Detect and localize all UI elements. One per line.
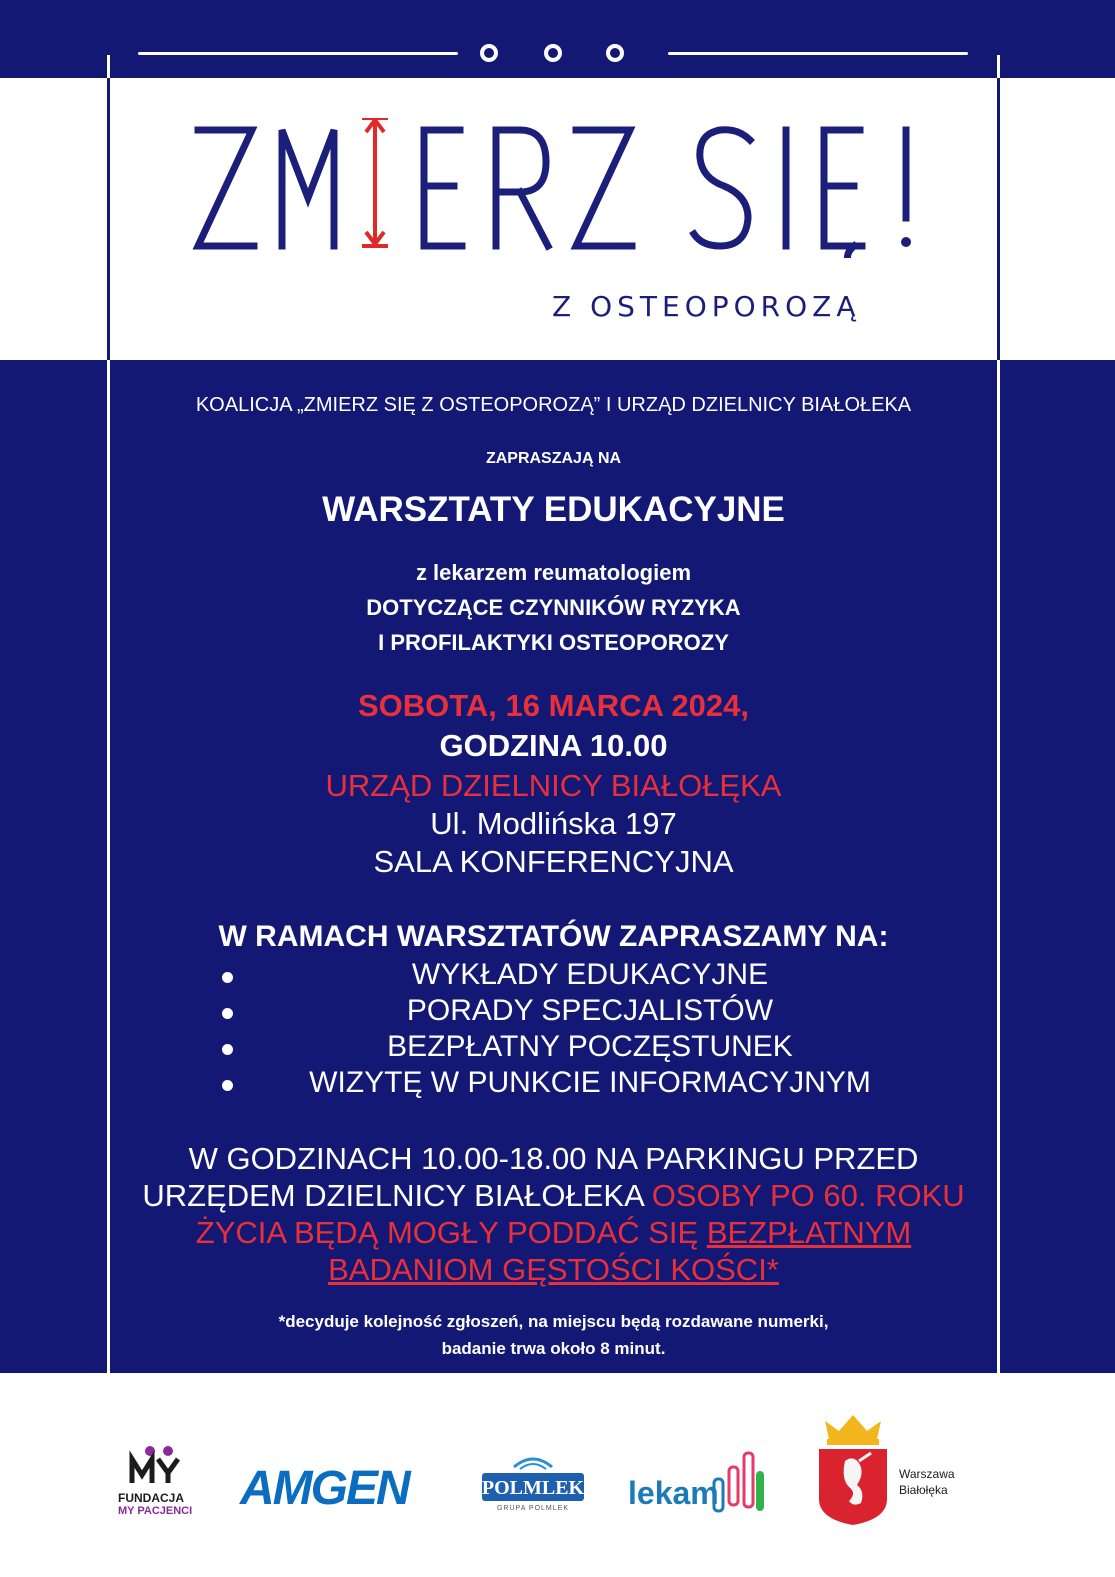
list-item (110, 958, 997, 994)
polmlek-logo (480, 1453, 588, 1523)
polmlek-label: POLMLEK (481, 1477, 585, 1499)
doctor-line: z lekarzem reumatologiem (415, 560, 692, 585)
list-item-text: BEZPŁATNY POCZĘSTUNEK (387, 1030, 793, 1063)
list-item-text: PORADY SPECJALISTÓW (406, 994, 774, 1027)
lekam-bars-icon (712, 1449, 766, 1515)
program-heading: W RAMACH WARSZTATÓW ZAPRASZAMY NA: (218, 920, 889, 953)
invite-line: ZAPRASZAJĄ NA (485, 450, 622, 467)
warszawa-label: Warszawa (899, 1467, 955, 1481)
ring-icon (606, 44, 624, 62)
topic-line-2: I PROFILAKTYKI OSTEOPOROZY (378, 630, 729, 655)
bullet-icon (222, 1044, 233, 1055)
parking-text: W GODZINACH 10.00-18.00 NA PARKINGU PRZED URZĘDEM DZIELNICY BIAŁOŁEKA (142, 1141, 919, 1213)
event-date: SOBOTA, 16 MARCA 2024, (357, 688, 750, 723)
fundacja-label: FUNDACJA (118, 1491, 184, 1505)
parking-paragraph (110, 1140, 997, 1288)
event-street: Ul. Modlińska 197 (430, 806, 677, 841)
lekam-label: lekam (628, 1475, 719, 1511)
coalition-line: KOALICJA „ZMIERZ SIĘ Z OSTEOPOROZĄ” I URZĄD DZIELNICY BIAŁOŁEKA (195, 394, 912, 416)
amgen-logo: AMGEN (240, 1462, 409, 1515)
lekam-logo (628, 1449, 768, 1519)
warsaw-coat-of-arms-icon (815, 1409, 891, 1527)
footnote-line-2: badanie trwa około 8 minut. (441, 1339, 666, 1358)
list-item (110, 994, 997, 1030)
bullet-icon (222, 972, 233, 983)
fundacja-logo (118, 1445, 208, 1525)
list-item-text: WIZYTĘ W PUNKCIE INFORMACYJNYM (309, 1066, 871, 1099)
polmlek-sub-label: GRUPA POLMLEK (496, 1505, 569, 1512)
title-lettering (190, 118, 930, 258)
divider-bar-left (138, 52, 458, 55)
topic-line-1: DOTYCZĄCE CZYNNIKÓW RYZYKA (366, 595, 741, 620)
warszawa-logo (815, 1409, 975, 1529)
event-title: WARSZTATY EDUKACYJNE (322, 490, 785, 529)
divider-bar-right (668, 52, 968, 55)
bialoleka-label: Białołęka (899, 1483, 948, 1497)
sponsor-logos (0, 1373, 1115, 1577)
footnote-line-1: *decyduje kolejność zgłoszeń, na miejscu będą rozdawane numerki, (278, 1312, 829, 1331)
program-list (110, 958, 997, 1102)
bullet-icon (222, 1080, 233, 1091)
my-pacjenci-icon (128, 1445, 188, 1485)
event-hour: GODZINA 10.00 (439, 728, 668, 763)
page-subtitle: Z OSTEOPOROZĄ (552, 290, 861, 323)
title-block (0, 118, 1115, 258)
list-item (110, 1066, 997, 1102)
event-place: URZĄD DZIELNICY BIAŁOŁĘKA (325, 768, 782, 803)
list-item-text: WYKŁADY EDUKACYJNE (411, 958, 769, 991)
eligibility-text: OSOBY PO 60. ROKU ŻYCIA BĘDĄ MOGŁY PODDAĆ SIĘ (195, 1178, 965, 1250)
ring-icon (544, 44, 562, 62)
fundacja-label-2: MY PACJENCI (118, 1505, 193, 1517)
event-room: SALA KONFERENCYJNA (373, 844, 734, 879)
footnote (110, 1308, 997, 1362)
free-test-text: BEZPŁATNYM BADANIOM GĘSTOŚCI KOŚCI* (328, 1215, 912, 1287)
decorative-divider (138, 40, 968, 68)
ring-icon (480, 44, 498, 62)
list-item (110, 1030, 997, 1066)
bullet-icon (222, 1008, 233, 1019)
